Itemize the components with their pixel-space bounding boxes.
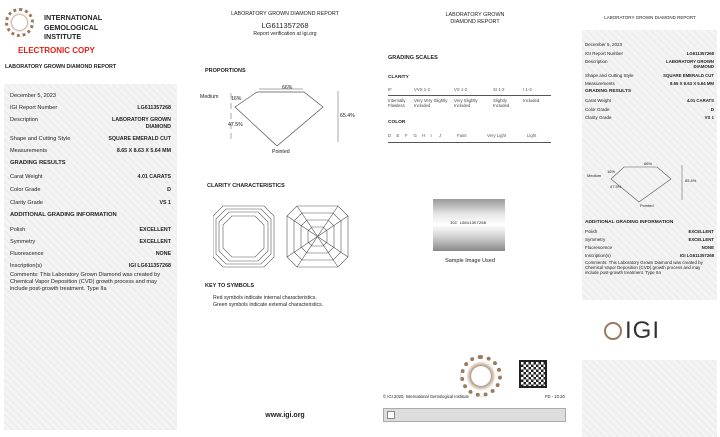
clarity-desc: Internally Flawless: [388, 98, 406, 108]
detail-row: [582, 73, 717, 78]
additional-heading: ADDITIONAL GRADING INFORMATION: [585, 220, 674, 225]
grading-row: [582, 98, 717, 103]
crown-percent: 16%: [607, 169, 616, 174]
grading-scales-heading: GRADING SCALES: [388, 55, 438, 61]
value: IGI LG611357268: [679, 253, 714, 258]
detail-row: [582, 59, 717, 69]
key-line: Red symbols indicate internal characteristics.: [213, 295, 317, 301]
additional-row: [4, 251, 177, 257]
date-text: December 5, 2023: [10, 93, 57, 99]
security-notice-box: [383, 408, 566, 422]
label: Symmetry: [10, 239, 36, 245]
additional-row: [582, 229, 717, 234]
color-grade: I: [430, 133, 432, 138]
label: Clarity Grade: [10, 200, 43, 206]
color-scale: [388, 133, 536, 138]
girdle-label: Medium: [587, 173, 602, 178]
color-grade: G: [413, 133, 417, 138]
clarity-heading: CLARITY: [388, 75, 409, 80]
grading-results-heading: GRADING RESULTS: [10, 160, 66, 166]
value: LABORATORY GROWN DIAMOND: [112, 117, 171, 130]
grading-row: [582, 115, 717, 120]
label: Symmetry: [585, 237, 606, 242]
label: Color Grade: [10, 187, 41, 193]
label: Shape and Cutting Style: [10, 136, 71, 142]
report-date: [4, 93, 177, 99]
value: 4.01 CARATS: [686, 98, 714, 103]
clarity-grade: IF: [388, 87, 392, 92]
clarity-desc: Included: [523, 98, 540, 103]
label: Inscription(s): [585, 253, 611, 258]
detail-row: [4, 148, 177, 154]
color-grade: H: [422, 133, 426, 138]
value: 4.01 CARATS: [137, 174, 171, 180]
value: 8.65 X 8.63 X 5.64 MM: [116, 148, 171, 154]
clarity-grade: VVS 1-2: [414, 87, 431, 92]
clarity-desc: Slightly Included: [493, 98, 510, 108]
detail-row: [4, 136, 177, 142]
color-grade: Light: [527, 133, 537, 138]
grading-row: [582, 107, 717, 112]
additional-row: [4, 239, 177, 245]
logo-area: [582, 300, 717, 360]
copyright: © IGI 2020, International Gemological Institute: [383, 394, 469, 399]
label: Measurements: [10, 148, 47, 154]
igi-seal: [460, 355, 502, 397]
igi-seal-icon: [604, 322, 622, 340]
clarity-grade: VS 1-2: [454, 87, 468, 92]
depth-percent: 65.4%: [685, 178, 697, 183]
label: IGI Report Number: [10, 105, 58, 111]
culet-label: Pointed: [272, 149, 290, 155]
label: Clarity Grade: [585, 115, 612, 120]
grading-row: [4, 187, 177, 193]
title-line: DIAMOND REPORT: [450, 19, 500, 25]
detail-row: [582, 81, 717, 86]
document-icon: [387, 411, 395, 419]
label: IGI Report Number: [585, 51, 624, 56]
comments: Comments: This Laboratory Grown Diamond was created by Chemical Vapor Deposition (CVD) growth process and may include post-growth treatment. Type IIa: [585, 260, 703, 276]
value: 8.65 X 8.63 X 5.64 MM: [670, 81, 714, 86]
value: NONE: [701, 245, 714, 250]
depth-percent: 65.4%: [340, 113, 355, 119]
clarity-characteristics-heading: CLARITY CHARACTERISTICS: [207, 183, 285, 189]
additional-row: [582, 237, 717, 242]
grading-row: [4, 200, 177, 206]
label: Carat Weight: [585, 98, 612, 103]
website-link[interactable]: www.igi.org: [265, 412, 305, 419]
detail-row: [4, 105, 177, 111]
report-title: LABORATORY GROWN DIAMOND REPORT: [5, 64, 117, 70]
value: SQUARE EMERALD CUT: [663, 73, 714, 78]
grading-results-heading: GRADING RESULTS: [585, 89, 632, 94]
color-grade: E: [396, 133, 400, 138]
color-grade: Very Light: [487, 133, 507, 138]
value: LG611357268: [686, 51, 714, 56]
value: LG611357268: [137, 105, 171, 111]
label: Color Grade: [585, 107, 610, 112]
value: SQUARE EMERALD CUT: [108, 136, 171, 142]
girdle-label: Medium: [200, 94, 219, 100]
additional-row: [582, 253, 717, 258]
label: Fluorescence: [585, 245, 613, 250]
detail-row: [4, 117, 177, 130]
key-line: Green symbols indicate external characteristics.: [213, 302, 324, 308]
table-percent: 66%: [282, 85, 293, 91]
comments: Comments: This Laboratory Grown Diamond was created by Chemical Vapor Deposition (CVD) growth process and may include post-growth treatment. Type IIa: [10, 272, 161, 292]
value: EXCELLENT: [688, 229, 714, 234]
value: EXCELLENT: [139, 227, 171, 233]
qr-code[interactable]: [519, 360, 547, 388]
additional-row: [582, 245, 717, 250]
label: Polish: [10, 227, 26, 233]
value: IGI LG611357268: [128, 263, 171, 269]
label: Fluorescence: [10, 251, 44, 257]
additional-row: [4, 263, 177, 269]
clarity-scale: [388, 87, 553, 92]
proportions-heading: PROPORTIONS: [205, 68, 246, 74]
label: Inscription(s): [10, 263, 43, 269]
date-text: December 5, 2023: [585, 42, 623, 47]
clarity-descriptions: [388, 98, 553, 108]
sample-inscription-image: [433, 199, 505, 251]
color-grade: F: [405, 133, 408, 138]
report-title: LABORATORY GROWN DIAMOND REPORT: [604, 15, 696, 20]
inscription-text: IGI LG611357268: [450, 222, 487, 226]
crown-percent: 16%: [231, 96, 242, 102]
report-details-panel: [4, 84, 177, 430]
label: Polish: [585, 229, 598, 234]
institute-line: INSTITUTE: [44, 32, 82, 41]
label: Shape and Cutting Style: [585, 73, 634, 78]
electronic-copy-label: ELECTRONIC COPY: [18, 46, 95, 55]
pavilion-percent: 47.5%: [610, 184, 622, 189]
label: Description: [585, 59, 608, 64]
igi-seal-logo: [5, 8, 34, 37]
value: VS 1: [704, 115, 714, 120]
value: D: [710, 107, 714, 112]
label: Measurements: [585, 81, 615, 86]
report-date: [582, 42, 717, 47]
value: EXCELLENT: [139, 239, 171, 245]
clarity-grade: I 1-3: [523, 87, 532, 92]
additional-row: [4, 227, 177, 233]
label: Carat Weight: [10, 174, 43, 180]
color-grade: J: [439, 133, 442, 138]
value: NONE: [155, 251, 171, 257]
institute-name: [44, 13, 102, 42]
report-title: [380, 12, 570, 26]
detail-row: [582, 51, 717, 56]
institute-line: INTERNATIONAL: [44, 13, 103, 22]
value: VS 1: [159, 200, 171, 206]
pavilion-percent: 47.5%: [228, 122, 243, 128]
table-percent: 66%: [644, 161, 653, 166]
color-grade: Faint: [457, 133, 467, 138]
clarity-desc: Very Slightly Included: [454, 98, 478, 108]
additional-heading: ADDITIONAL GRADING INFORMATION: [10, 212, 117, 218]
color-heading: COLOR: [388, 120, 406, 125]
color-grade: D: [388, 133, 392, 138]
divider: [388, 142, 551, 143]
value: LABORATORY GROWN DIAMOND: [666, 59, 714, 69]
value: D: [167, 187, 171, 193]
sample-caption: Sample Image Used: [445, 258, 495, 264]
clarity-plot-diagrams: [213, 205, 358, 269]
label: Description: [10, 117, 38, 123]
verification-link[interactable]: Report verification at igi.org: [253, 31, 317, 37]
value: EXCELLENT: [688, 237, 714, 242]
title-line: LABORATORY GROWN: [445, 12, 505, 18]
grading-row: [4, 174, 177, 180]
report-title: LABORATORY GROWN DIAMOND REPORT: [231, 11, 339, 17]
key-to-symbols-heading: KEY TO SYMBOLS: [205, 283, 255, 289]
igi-logo: IGI: [625, 317, 661, 344]
form-code: FD - 10.20: [545, 394, 565, 399]
divider: [388, 95, 551, 96]
report-number: LG611357268: [261, 21, 309, 30]
institute-line: GEMOLOGICAL: [44, 22, 99, 32]
clarity-desc: Very Very Slightly Included: [414, 98, 448, 108]
report-summary-panel: [582, 30, 717, 437]
culet-label: Pointed: [640, 203, 654, 208]
clarity-grade: SI 1-2: [493, 87, 505, 92]
